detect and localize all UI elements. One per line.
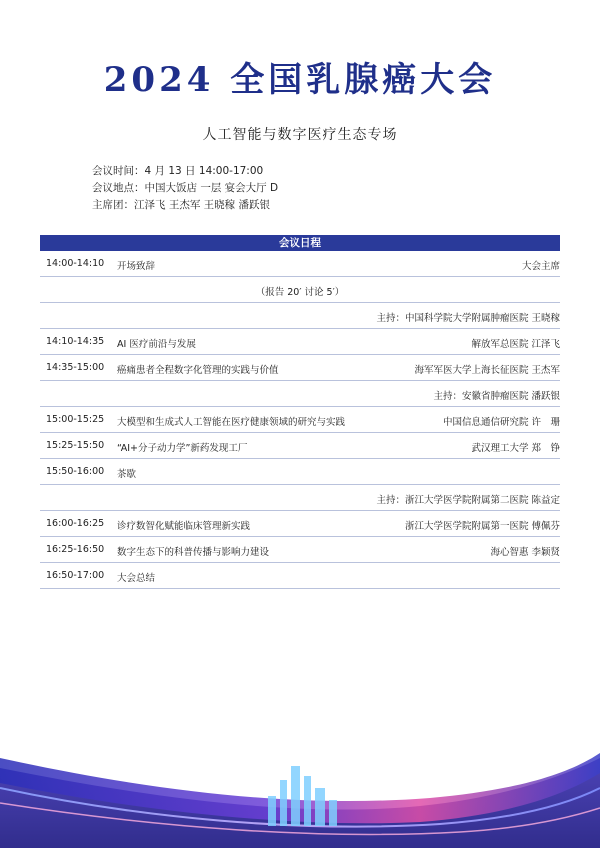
agenda-row <box>40 381 560 407</box>
agenda-speaker: 解放军总医院 江泽飞 <box>471 339 560 350</box>
agenda-topic: 开场致辞 <box>117 261 156 272</box>
agenda-speaker: 浙江大学医学院附属第一医院 傅佩芬 <box>404 521 560 532</box>
agenda-row <box>40 563 560 589</box>
agenda-row <box>40 355 560 381</box>
meeting-info <box>92 163 278 214</box>
meeting-chairs: 主席团：江泽飞 王杰军 王晓稼 潘跃银 <box>92 199 271 211</box>
agenda-time: 14:10-14:35 <box>46 336 105 347</box>
agenda-row <box>40 459 560 485</box>
meeting-venue: 会议地点：中国大饭店 一层 宴会大厅 D <box>92 182 279 194</box>
agenda-speaker: 大会主席 <box>521 261 560 272</box>
agenda-time: 16:00-16:25 <box>46 518 105 529</box>
agenda-time: 16:50-17:00 <box>46 570 105 581</box>
agenda-row <box>40 433 560 459</box>
agenda-topic: 大会总结 <box>117 573 156 584</box>
agenda-note: （报告 20′ 讨论 5′） <box>255 287 345 298</box>
agenda-rows <box>40 251 560 589</box>
page-subtitle: 人工智能与数字医疗生态专场 <box>202 127 398 143</box>
agenda-header: 会议日程 <box>40 235 560 251</box>
agenda-speaker: 主持：中国科学院大学附属肿瘤医院 王晓稼 <box>376 313 560 324</box>
page-title: 2024 全国乳腺癌大会 <box>103 60 497 100</box>
agenda-speaker: 海军军医大学上海长征医院 王杰军 <box>414 365 560 376</box>
agenda-row <box>40 511 560 537</box>
agenda-row <box>40 277 560 303</box>
agenda-table <box>40 235 560 589</box>
agenda-topic: “AI+分子动力学”新药发现工厂 <box>117 443 248 454</box>
agenda-time: 15:25-15:50 <box>46 440 105 451</box>
agenda-topic: 癌痛患者全程数字化管理的实践与价值 <box>117 365 279 376</box>
agenda-topic: AI 医疗前沿与发展 <box>117 339 196 350</box>
agenda-speaker: 中国信息通信研究院 许 珊 <box>442 417 560 428</box>
agenda-topic: 大模型和生成式人工智能在医疗健康领域的研究与实践 <box>117 417 346 428</box>
agenda-topic: 茶歇 <box>117 469 137 480</box>
agenda-time: 15:50-16:00 <box>46 466 105 477</box>
agenda-row <box>40 485 560 511</box>
agenda-speaker: 海心智惠 李颖贤 <box>490 547 560 558</box>
agenda-topic: 数字生态下的科普传播与影响力建设 <box>117 547 270 558</box>
agenda-time: 14:35-15:00 <box>46 362 105 373</box>
agenda-time: 14:00-14:10 <box>46 258 105 269</box>
agenda-row <box>40 303 560 329</box>
agenda-row <box>40 251 560 277</box>
agenda-speaker: 主持：浙江大学医学院附属第二医院 陈益定 <box>376 495 560 506</box>
agenda-speaker: 武汉理工大学 郑 铮 <box>471 443 560 454</box>
agenda-time: 16:25-16:50 <box>46 544 105 555</box>
agenda-topic: 诊疗数智化赋能临床管理新实践 <box>117 521 251 532</box>
footer-decoration <box>0 728 600 848</box>
agenda-row <box>40 537 560 563</box>
agenda-row <box>40 329 560 355</box>
agenda-speaker: 主持：安徽省肿瘤医院 潘跃银 <box>433 391 560 402</box>
meeting-time: 会议时间：4 月 13 日 14:00-17:00 <box>92 165 264 177</box>
agenda-row <box>40 407 560 433</box>
agenda-time: 15:00-15:25 <box>46 414 105 425</box>
